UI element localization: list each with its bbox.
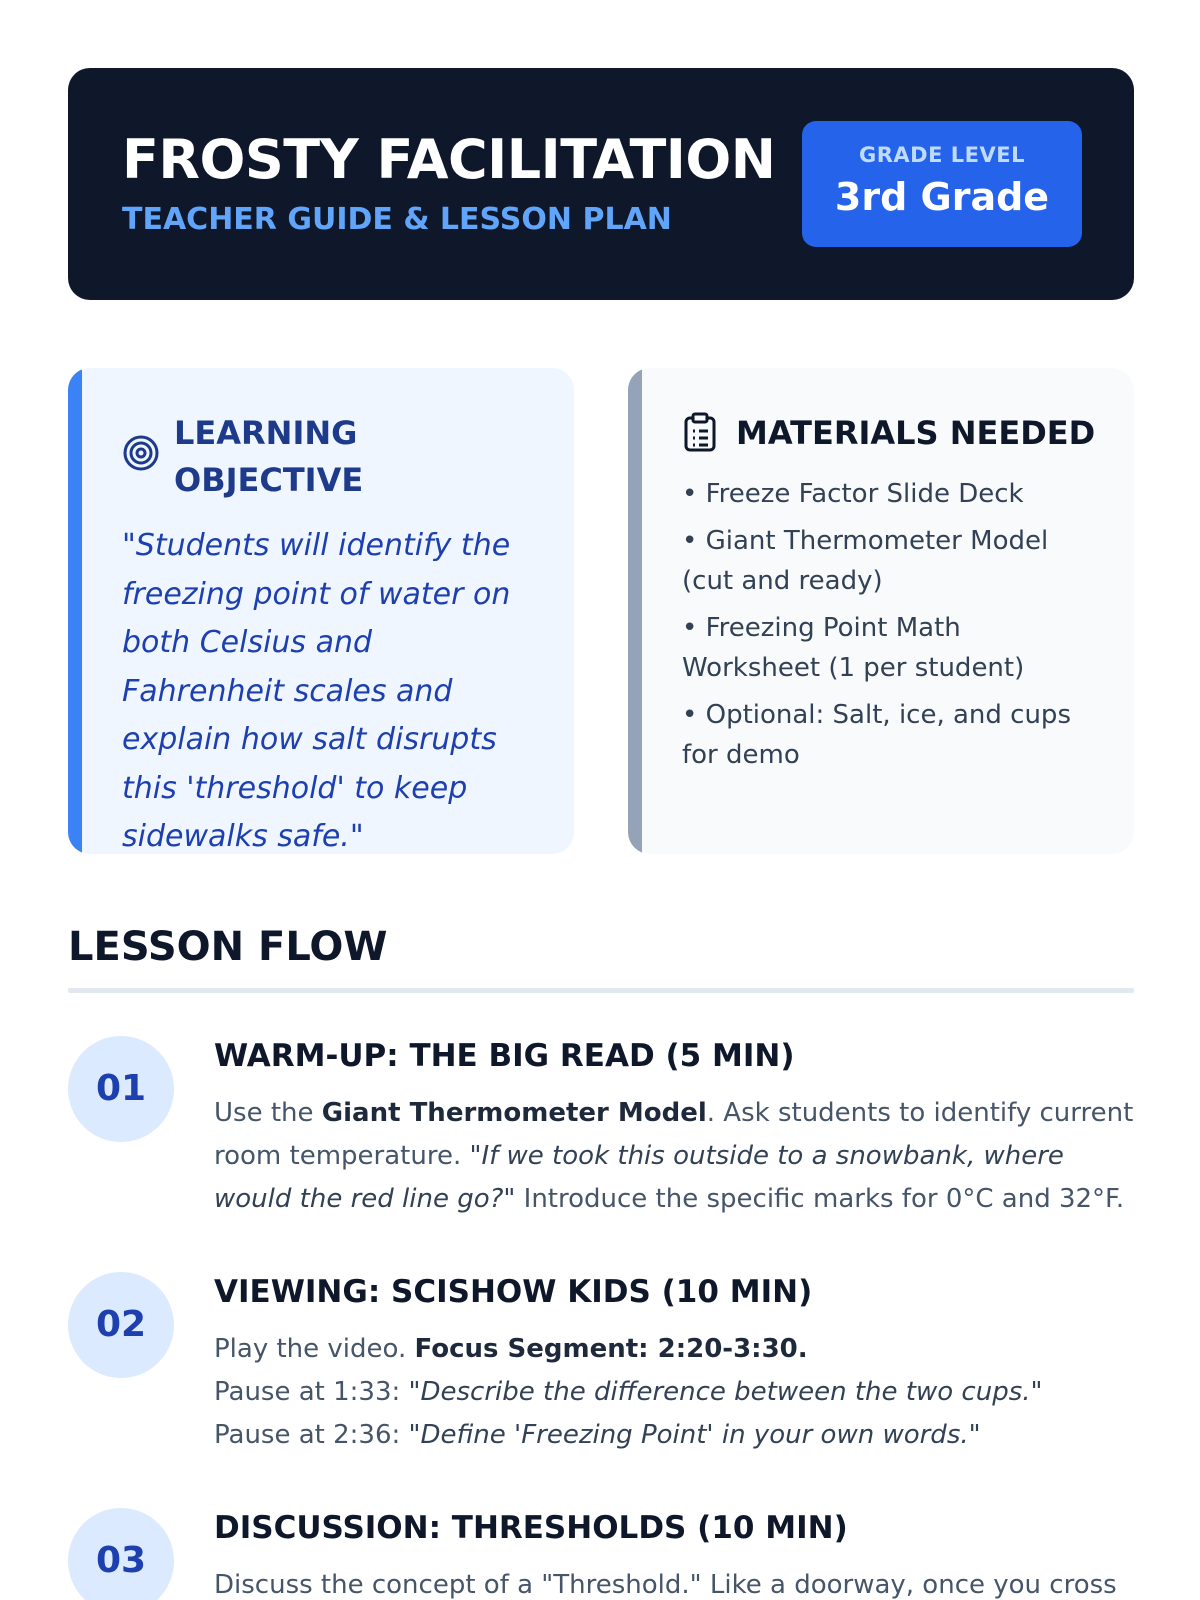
card-accent-bar — [68, 368, 82, 854]
step-text: Pause at 2:36: — [214, 1420, 409, 1450]
step-text: Pause at 1:33: — [214, 1377, 409, 1407]
materials-item: • Freezing Point Math Worksheet (1 per student) — [682, 613, 1025, 683]
step-title: DISCUSSION: THRESHOLDS (10 MIN) — [214, 1510, 848, 1546]
card-accent-bar — [628, 368, 642, 854]
step-quote: "If we took this outside to a snowbank, where would the red line go?" — [214, 1141, 1064, 1214]
step-text: Use the — [214, 1098, 322, 1128]
lesson-flow-title: LESSON FLOW — [68, 924, 388, 970]
step-text: Introduce the specific marks for 0°C and 32°F. — [515, 1184, 1125, 1214]
step-description — [214, 1328, 1134, 1457]
step-title: WARM-UP: THE BIG READ (5 MIN) — [214, 1038, 795, 1074]
step-number: 03 — [68, 1508, 174, 1600]
grade-level-value: 3rd Grade — [834, 175, 1050, 219]
step-text: . Ask students to identify current room temperature. — [214, 1098, 1134, 1171]
materials-card — [628, 368, 1134, 854]
step-description — [214, 1092, 1134, 1221]
step-line — [214, 1328, 1134, 1371]
learning-objective-text: "Students will identify the freezing point of water on both Celsius and Fahrenheit scales and explain how salt disrupts this 'threshold' to keep sidewalks safe." — [122, 528, 511, 854]
step-quote: "Describe the difference between the two cups." — [408, 1377, 1043, 1407]
step-text: Play the video. — [214, 1334, 415, 1364]
step-line — [214, 1371, 1134, 1414]
learning-objective-title: LEARNING OBJECTIVE — [174, 414, 364, 499]
page-title: FROSTY FACILITATION — [122, 128, 776, 191]
grade-level-badge — [802, 121, 1082, 247]
materials-item: • Giant Thermometer Model (cut and ready) — [682, 526, 1049, 596]
step-quote: "Define 'Freezing Point' in your own words." — [408, 1420, 981, 1450]
clipboard-icon — [682, 412, 718, 452]
step-emphasis: Giant Thermometer Model — [321, 1098, 707, 1128]
materials-item: • Freeze Factor Slide Deck — [682, 479, 1024, 509]
grade-level-label: GRADE LEVEL — [859, 143, 1025, 167]
step-text: Discuss the concept of a "Threshold." Like a doorway, once you cross — [214, 1570, 1117, 1600]
learning-objective-card — [68, 368, 574, 854]
step-number: 02 — [68, 1272, 174, 1378]
materials-item: • Optional: Salt, ice, and cups for demo — [682, 700, 1071, 770]
header-banner — [68, 68, 1134, 300]
materials-list — [682, 474, 1102, 782]
page-subtitle: TEACHER GUIDE & LESSON PLAN — [122, 202, 672, 237]
step-line — [214, 1414, 1134, 1457]
step-number: 01 — [68, 1036, 174, 1142]
step-emphasis: Focus Segment: 2:20-3:30. — [414, 1334, 808, 1364]
section-divider — [68, 988, 1134, 993]
step-title: VIEWING: SCISHOW KIDS (10 MIN) — [214, 1274, 813, 1310]
step-description — [214, 1564, 1134, 1600]
target-icon — [122, 434, 160, 472]
materials-title: MATERIALS NEEDED — [736, 414, 1096, 452]
